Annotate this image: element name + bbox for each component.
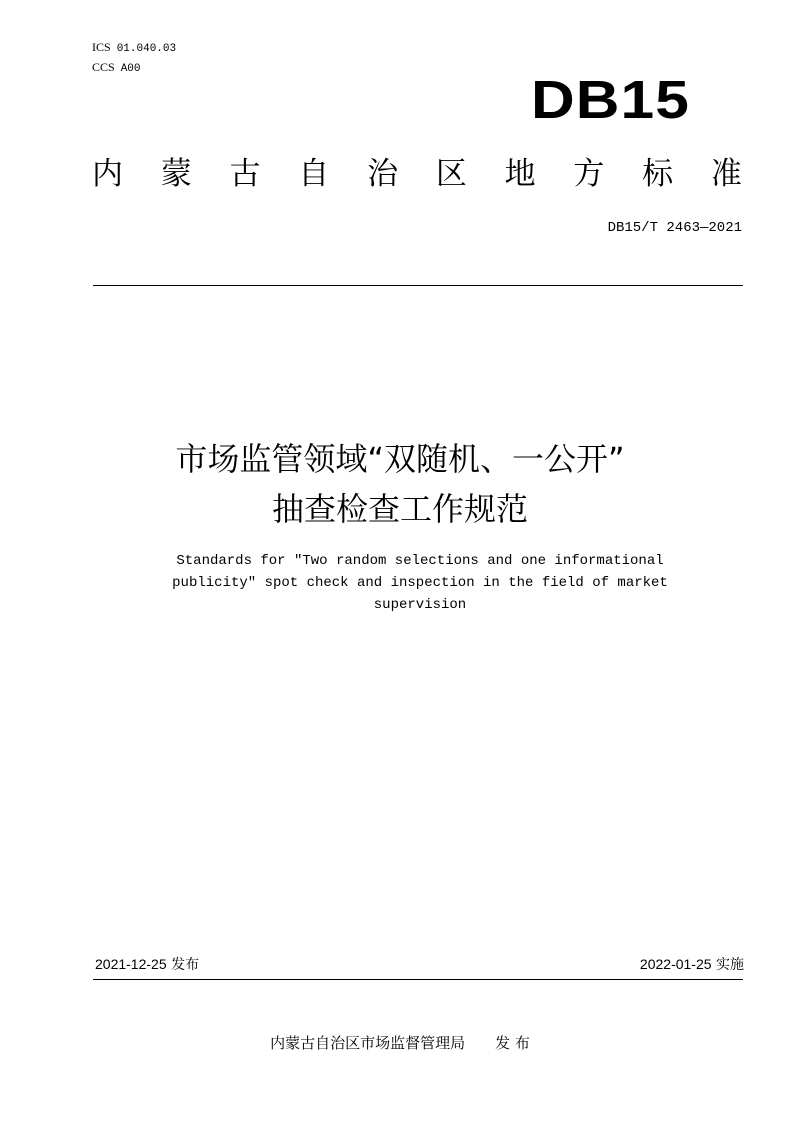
- standard-number: DB15/T 2463—2021: [607, 220, 742, 236]
- publisher: [0, 1032, 800, 1054]
- standard-type-char: 标: [642, 156, 674, 192]
- english-title-line-1: Standards for ″Two random selections and one informational: [176, 553, 664, 569]
- standard-type-char: 内: [92, 156, 123, 192]
- chinese-title-line-1: 市场监管领域“双随机、一公开”: [175, 440, 625, 478]
- header-divider: [93, 285, 743, 286]
- implementation-date-value: 2022-01-25: [639, 956, 712, 972]
- standard-type-char: 治: [367, 156, 399, 192]
- ics-code: 01.040.03: [116, 43, 177, 55]
- standard-type-char: 地: [504, 156, 536, 192]
- standard-type-char: 方: [573, 156, 605, 192]
- ccs-classification: [92, 60, 141, 76]
- publisher-name: 内蒙古自治区市场监督管理局: [270, 1034, 466, 1052]
- issue-date-value: 2021-12-25: [95, 956, 167, 972]
- standard-type-char: 准: [710, 156, 742, 192]
- chinese-title-line-2: 抽查检查工作规范: [271, 490, 528, 528]
- ccs-code: A00: [120, 63, 141, 75]
- standard-type-char: 古: [229, 156, 261, 192]
- ics-label: ICS: [92, 40, 111, 54]
- implementation-date: [640, 954, 744, 975]
- standard-type-char: 蒙: [160, 156, 192, 192]
- implementation-date-label: 实施: [716, 957, 744, 973]
- english-title-line-3: supervision: [373, 597, 467, 613]
- english-title-line-2: publicity″ spot check and inspection in the field of market: [172, 575, 668, 591]
- standard-type-char: 自: [298, 156, 330, 192]
- issue-date: [95, 954, 199, 975]
- publisher-action: 发 布: [495, 1034, 530, 1052]
- db-logo: DB15: [530, 70, 690, 130]
- footer-divider: [93, 979, 743, 980]
- ccs-label: CCS: [92, 60, 115, 74]
- standard-type-heading: [92, 152, 742, 196]
- chinese-title: [0, 434, 800, 534]
- issue-date-label: 发布: [171, 957, 200, 973]
- standard-type-char: 区: [435, 156, 467, 192]
- ics-classification: [92, 40, 176, 56]
- english-title: [120, 550, 720, 616]
